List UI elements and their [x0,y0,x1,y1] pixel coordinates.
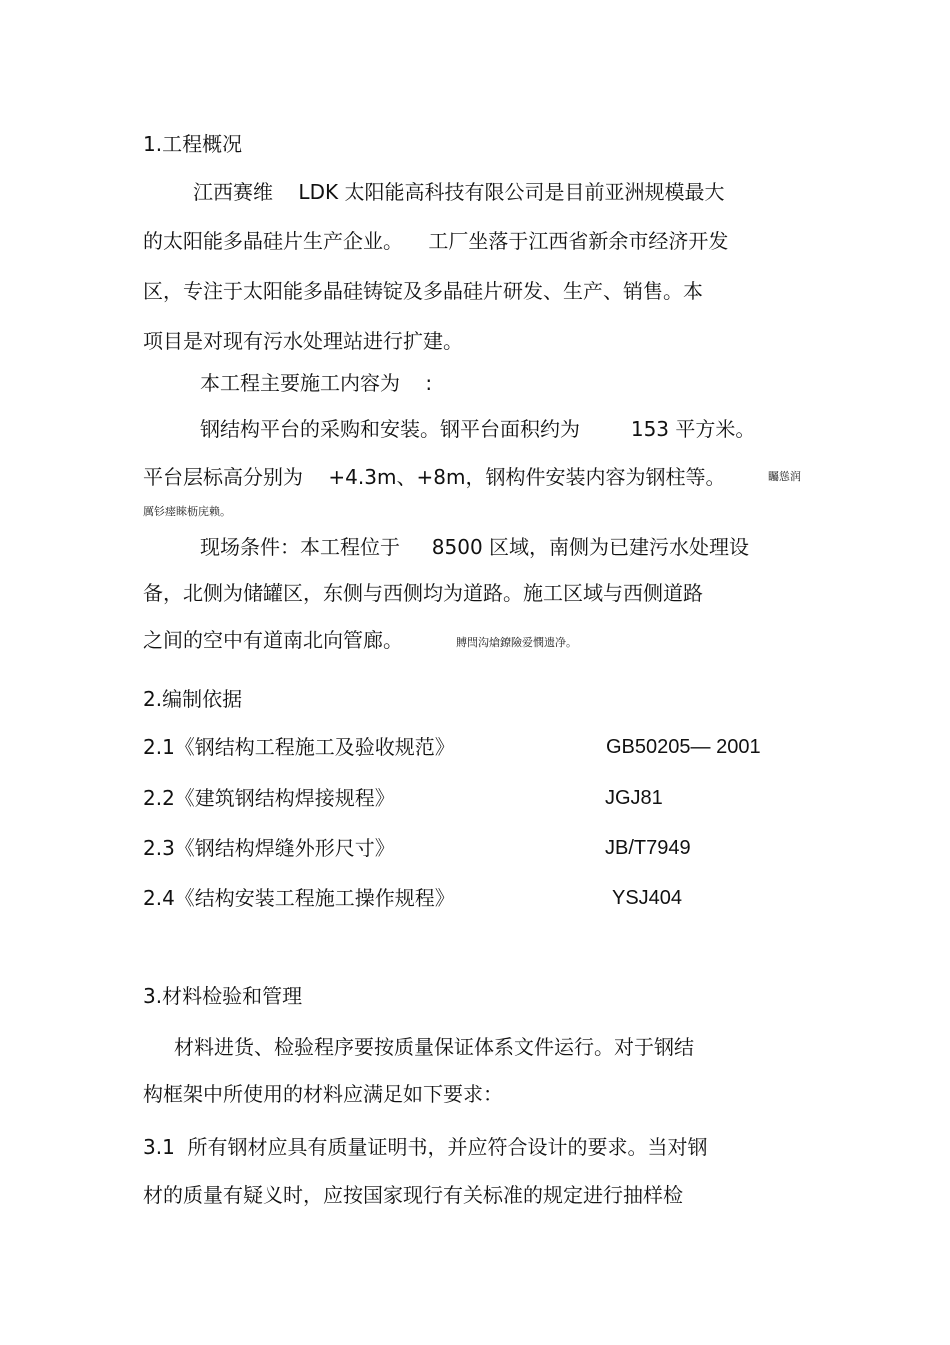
paragraph-line: 现场条件：本工程位于 8500 区域，南侧为已建污水处理设 [200,535,750,559]
paragraph-line: 之间的空中有道南北向管廊。 [143,628,403,652]
paragraph-line: 的太阳能多晶硅片生产企业。 工厂坐落于江西省新余市经济开发 [143,229,729,253]
reference-title: 2.4《结构安装工程施工操作规程》 [143,886,455,910]
reference-code: JGJ81 [605,787,663,809]
reference-code: YSJ404 [612,887,683,909]
watermark-noise-text: 賻閆沟熗鐐險爱憫遗净。 [456,636,577,649]
reference-code: JB/T7949 [605,837,691,859]
reference-title: 2.1《钢结构工程施工及验收规范》 [143,735,455,759]
watermark-noise-text: 矚慫润 [768,470,801,483]
paragraph-line: 钢结构平台的采购和安装。钢平台面积约为 153 平方米。 [200,417,756,441]
paragraph-line: 3.1 所有钢材应具有质量证明书，并应符合设计的要求。当对钢 [143,1135,708,1159]
paragraph-line: 项目是对现有污水处理站进行扩建。 [143,329,463,353]
reference-title: 2.2《建筑钢结构焊接规程》 [143,786,395,810]
paragraph-line: 构框架中所使用的材料应满足如下要求： [143,1082,503,1106]
paragraph-line: 材料进货、检验程序要按质量保证体系文件运行。对于钢结 [174,1035,694,1059]
paragraph-line: 平台层标高分别为 +4.3m、+8m，钢构件安装内容为钢柱等。 [143,465,726,489]
paragraph-line: 区，专注于太阳能多晶硅铸锭及多晶硅片研发、生产、销售。本 [143,279,703,303]
paragraph-line: 备，北侧为储罐区，东侧与西侧均为道路。施工区域与西侧道路 [143,581,703,605]
section-1-heading: 1.工程概况 [143,132,243,156]
paragraph-line: 江西赛维 LDK 太阳能高科技有限公司是目前亚洲规模最大 [193,180,725,204]
watermark-noise-text: 厲钐瘗睞枥庑赖。 [143,505,231,518]
paragraph-line: 本工程主要施工内容为 : [200,371,433,395]
paragraph-line: 材的质量有疑义时，应按国家现行有关标准的规定进行抽样检 [143,1183,683,1207]
reference-code: GB50205— 2001 [606,736,761,758]
section-3-heading: 3.材料检验和管理 [143,984,303,1008]
reference-title: 2.3《钢结构焊缝外形尺寸》 [143,836,395,860]
section-2-heading: 2.编制依据 [143,687,243,711]
